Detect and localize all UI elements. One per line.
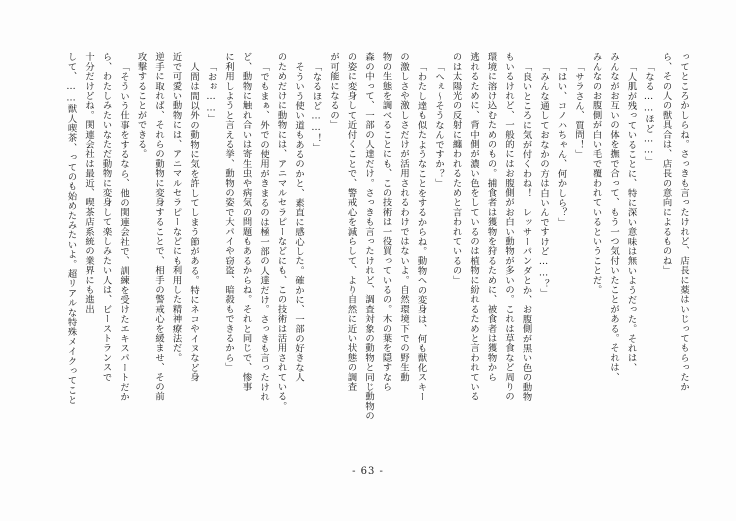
- text-column: 「わたし達も似たようなことをするからね。動物への変身は、何も獣化スキー: [415, 62, 427, 402]
- text-column: のためだけに動物には、アニマルセラピーなどにも、この技術は活用されている。: [275, 52, 287, 411]
- text-column: に利用しようと言える挙、動物の姿で大パイや窃盗、暗殺もできるから」: [223, 52, 234, 373]
- text-column: 「おぉ……」: [205, 62, 217, 124]
- text-column: 「へぇ〜そうなんですか？」: [433, 62, 444, 189]
- text-column: ら、わたしみたいなただ動物に変身して楽しみたい人は、ビーストランスで: [100, 52, 112, 382]
- text-column: 「そういう仕事をするなら、他の関連会社で、訓練を受けたエキスパートだか: [118, 62, 129, 402]
- text-column: ら、その人の獣具合は、店長の意向によるものね」: [660, 52, 672, 276]
- text-column: のは太陽光の反射に纏われるためと言われているの」: [450, 52, 462, 285]
- text-column: そういう使い道もあるのかと、素直に感心した。確かに、一部の好きな人: [293, 62, 304, 383]
- text-column: 攻撃することができる。: [135, 52, 147, 159]
- text-column: ど、動物に触れ合いは寄生虫や病気の問題もあるからね。それと同じで、惨事: [240, 52, 252, 392]
- text-column: 物の生態を調べることにも、この技術は一役買っているの。木の葉を隠すなら: [380, 52, 392, 392]
- text-column: 森の中って、一部の人達だけ。さっきも言ったけれど、調査対象の動物と同じ動物の: [363, 52, 374, 421]
- text-column: の姿に変身して近付くことで、警戒心を減らして、より自然に近い状態の調査: [345, 52, 357, 392]
- text-column: 「人肌が残っていることに、特に深い意味は無いようだった。それは、: [625, 62, 637, 373]
- text-column: 逃れるために、背中側が濃い色をしているのは植物に紛れるためと言われている: [468, 52, 479, 402]
- text-column: 「良いところに気が付くわね！ レッサーパンダとか、お腹側が黒い色の動物: [520, 62, 532, 402]
- text-column: 「なるほど……！」: [310, 62, 322, 153]
- text-column: の激しさや激しさだけが活用されるわけではないよ。自然環境下での野生動: [398, 52, 409, 382]
- text-column: 十分だけどね。関連会社は最近、喫茶店系統の業界にも進出: [83, 52, 94, 314]
- text-column: 環境に溶け込むためのもの。捕食者は獲物を狩るために、被食者は獲物から: [485, 52, 497, 382]
- text-column: 「サラさん、質問！」: [573, 62, 584, 159]
- text-column: みんなのお腹側が白い毛で覆われているということだ。: [590, 52, 602, 295]
- text-column: して、……獣人喫茶、ってのも始めたみたいよ。超リアルな特殊メイクってこと: [65, 52, 77, 405]
- text-column: 「でもまぁ、外での使用がきまるのは極一部の人達だけ。さっきも言ったけれ: [258, 62, 269, 402]
- text-column: ってところかしらね。さっきも言ったけれど、店長に薬はいじってもらったか: [678, 52, 689, 392]
- text-column: もいるけれど、一般的にはお腹側がお白い動物が多いの。これは草食など周りの: [503, 52, 514, 402]
- text-column: 「みんな通しておなかの方は白いんですけど……？」: [538, 62, 549, 299]
- text-column: が可能になるの」: [328, 52, 339, 130]
- vertical-text-body: [48, 52, 692, 452]
- text-column: 人間は間以外の動物に気を許してしまう節がある。特にネコやイヌなど身: [188, 62, 199, 383]
- text-column: 「はい、コノハちゃん、何かしら？」: [555, 62, 567, 227]
- text-column: 近で可愛い動物には、アニマルセラピーなどにも利用した精神療法だ。: [170, 52, 182, 363]
- text-column: みんながお互いの体を撫で合って、もう一つ気付いたことがある。それは、: [608, 52, 619, 382]
- page-number: - 63 -: [352, 466, 384, 477]
- text-column: 「なる……ほど……」: [643, 62, 654, 166]
- text-column: 逆手に取れば、それらの動物に変身することで、相手の警戒心を緩ませ、その前: [153, 52, 164, 402]
